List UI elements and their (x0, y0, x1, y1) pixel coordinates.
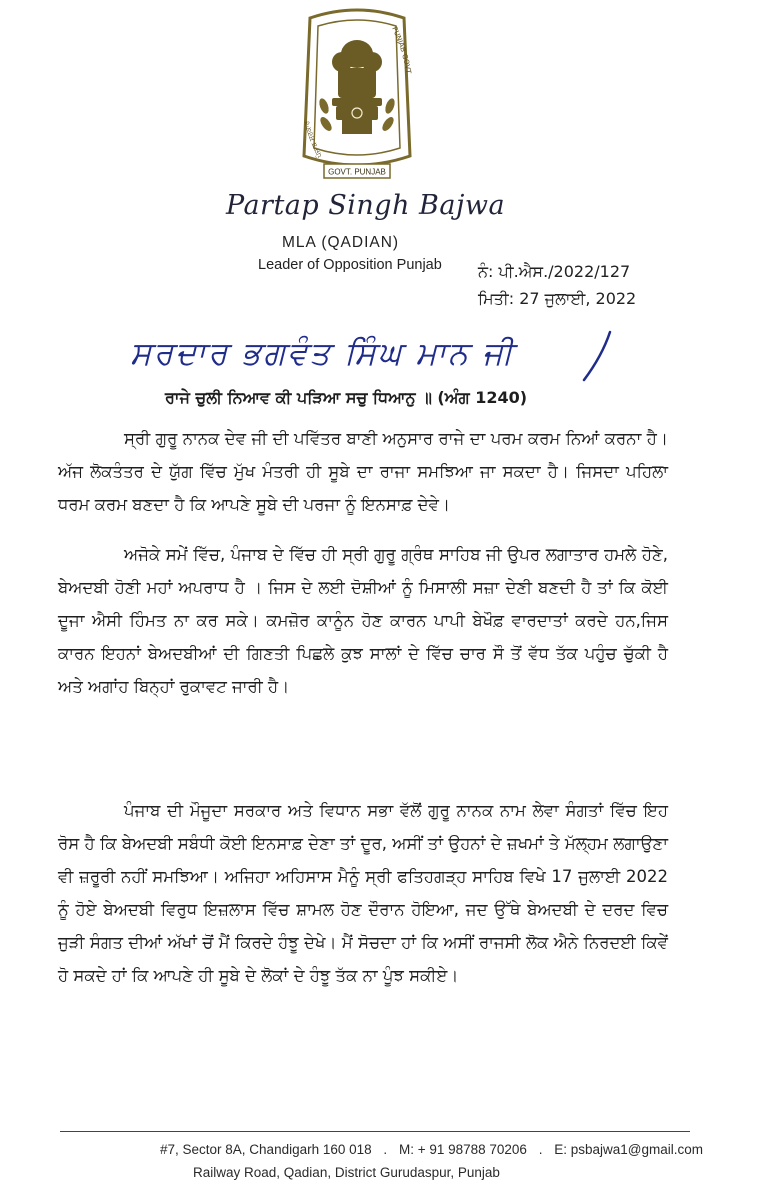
letter-date: ਮਿਤੀ: 27 ਜੁਲਾਈ, 2022 (478, 289, 637, 308)
footer-address-2: Railway Road, Qadian, District Gurudaspur, Punjab (193, 1165, 500, 1180)
emblem-left-text: ਪੰਜਾਬ ਸਰਕਾਰ (302, 120, 324, 159)
sender-designation: MLA (QADIAN) (282, 234, 400, 251)
government-emblem (282, 6, 432, 194)
footer-mobile: M: + 91 98788 70206 (398, 1142, 527, 1157)
footer-separator: . (538, 1142, 543, 1157)
reference-number: ਨੰ: ਪੀ.ਐਸ./2022/127 (478, 262, 631, 281)
comma-stroke-icon (570, 326, 620, 386)
footer-email: E: psbajwa1@gmail.com (554, 1142, 703, 1157)
footer-address: #7, Sector 8A, Chandigarh 160 018 (160, 1142, 372, 1157)
svg-text:PUNJAB GOVT (390, 26, 412, 76)
paragraph-2: ਅਜੋਕੇ ਸਮੇਂ ਵਿੱਚ, ਪੰਜਾਬ ਦੇ ਵਿੱਚ ਹੀ ਸ੍ਰੀ ਗੁਰੂ ਗ੍ਰੰਥ ਸਾਹਿਬ ਜੀ ਉਪਰ ਲਗਾਤਾਰ ਹਮਲੇ ਹੋਣੇ, ਬੇਅਦਬੀ ਹੋਣੀ ਮਹਾਂ ਅਪਰਾਧ ਹੈ । ਜਿਸ ਦੇ ਲਈ ਦੋਸ਼ੀਆਂ ਨੂੰ ਮਿਸਾਲੀ ਸਜ਼ਾ ਦੇਣੀ ਬਣਦੀ ਹੈ ਤਾਂ ਕਿ ਕੋਈ ਦੂਜਾ ਐਸੀ ਹਿੰਮਤ ਨਾ ਕਰ ਸਕੇ। ਕਮਜ਼ੋਰ ਕਾਨੂੰਨ ਹੋਣ ਕਾਰਨ ਪਾਪੀ ਬੇਖੌਫ਼ ਵਾਰਦਾਤਾਂ ਕਰਦੇ ਹਨ,ਜਿਸ ਕਾਰਨ ਇਹਨਾਂ ਬੇਅਦਬੀਆਂ ਦੀ ਗਿਣਤੀ ਪਿਛਲੇ ਕੁਝ ਸਾਲਾਂ ਦੇ ਵਿੱਚ ਚਾਰ ਸੌ ਤੋਂ ਵੱਧ ਤੱਕ ਪਹੁੰਚ ਚੁੱਕੀ ਹੈ ਅਤੇ ਅਗਾਂਹ ਬਿਨ੍ਹਾਂ ਰੁਕਾਵਟ ਜਾਰੀ ਹੈ। (58, 545, 668, 696)
footer-divider (60, 1131, 690, 1132)
paragraph-3: ਪੰਜਾਬ ਦੀ ਮੌਜੂਦਾ ਸਰਕਾਰ ਅਤੇ ਵਿਧਾਨ ਸਭਾ ਵੱਲੋਂ ਗੁਰੂ ਨਾਨਕ ਨਾਮ ਲੇਵਾ ਸੰਗਤਾਂ ਵਿੱਚ ਇਹ ਰੋਸ ਹੈ ਕਿ ਬੇਅਦਬੀ ਸਬੰਧੀ ਕੋਈ ਇਨਸਾਫ਼ ਦੇਣਾ ਤਾਂ ਦੂਰ, ਅਸੀਂ ਤਾਂ ਉਹਨਾਂ ਦੇ ਜ਼ਖਮਾਂ ਤੇ ਮੱਲ੍ਹਮ ਲਗਾਉਣਾ ਵੀ ਜ਼ਰੂਰੀ ਨਹੀਂ ਸਮਝਿਆ। ਅਜਿਹਾ ਅਹਿਸਾਸ ਮੈਨੂੰ ਸ੍ਰੀ ਫਤਿਹਗੜ੍ਹ ਸਾਹਿਬ ਵਿਖੇ 17 ਜੁਲਾਈ 2022 ਨੂੰ ਹੋਏ ਬੇਅਦਬੀ ਵਿਰੁਧ ਇਜ਼ਲਾਸ ਵਿੱਚ ਸ਼ਾਮਲ ਹੋਣ ਦੌਰਾਨ ਹੋਇਆ, ਜਦ ਉੱਥੇ ਬੇਅਦਬੀ ਦੇ ਦਰਦ ਵਿਚ ਜੁੜੀ ਸੰਗਤ ਦੀਆਂ ਅੱਖਾਂ ਚੋਂ ਮੈਂ ਕਿਰਦੇ ਹੰਝੂ ਦੇਖੇ। ਮੈਂ ਸੋਚਦਾ ਹਾਂ ਕਿ ਅਸੀਂ ਰਾਜਸੀ ਲੋਕ ਐਨੇ ਨਿਰਦਈ ਕਿਵੇਂ ਹੋ ਸਕਦੇ ਹਾਂ ਕਿ ਆਪਣੇ ਹੀ ਸੂਬੇ ਦੇ ਲੋਕਾਂ ਦੇ ਹੰਝੂ ਤੱਕ ਨਾ ਪੂੰਝ ਸਕੀਏ। (58, 801, 668, 985)
paragraph-1: ਸ੍ਰੀ ਗੁਰੂ ਨਾਨਕ ਦੇਵ ਜੀ ਦੀ ਪਵਿੱਤਰ ਬਾਣੀ ਅਨੁਸਾਰ ਰਾਜੇ ਦਾ ਪਰਮ ਕਰਮ ਨਿਆਂ ਕਰਨਾ ਹੈ। ਅੱਜ ਲੋਕਤੰਤਰ ਦੇ ਯੁੱਗ ਵਿੱਚ ਮੁੱਖ ਮੰਤਰੀ ਹੀ ਸੂਬੇ ਦਾ ਰਾਜਾ ਸਮਝਿਆ ਜਾ ਸਕਦਾ ਹੈ। ਜਿਸਦਾ ਪਹਿਲਾ ਧਰਮ ਕਰਮ ਬਣਦਾ ਹੈ ਕਿ ਆਪਣੇ ਸੂਬੇ ਦੀ ਪਰਜਾ ਨੂੰ ਇਨਸਾਫ਼ ਦੇਵੇ। (58, 429, 668, 514)
ashoka-emblem-icon (282, 6, 432, 194)
scripture-quote: ਰਾਜੇ ਚੁਲੀ ਨਿਆਵ ਕੀ ਪੜਿਆ ਸਚੁ ਧਿਆਨੁ ॥ (ਅੰਗ 1240) (165, 388, 528, 407)
footer-separator: . (383, 1142, 388, 1157)
emblem-bottom-text: GOVT. PUNJAB (328, 167, 386, 177)
sender-name: Partap Singh Bajwa (226, 190, 506, 221)
emblem-right-text: PUNJAB GOVT (390, 25, 413, 75)
footer-contact-line (160, 1142, 711, 1157)
sender-title: Leader of Opposition Punjab (258, 257, 442, 273)
handwritten-salutation (130, 326, 620, 390)
salutation-text: ਸਰਦਾਰ ਭਗਵੰਤ ਸਿੰਘ ਮਾਨ ਜੀ (130, 334, 515, 372)
